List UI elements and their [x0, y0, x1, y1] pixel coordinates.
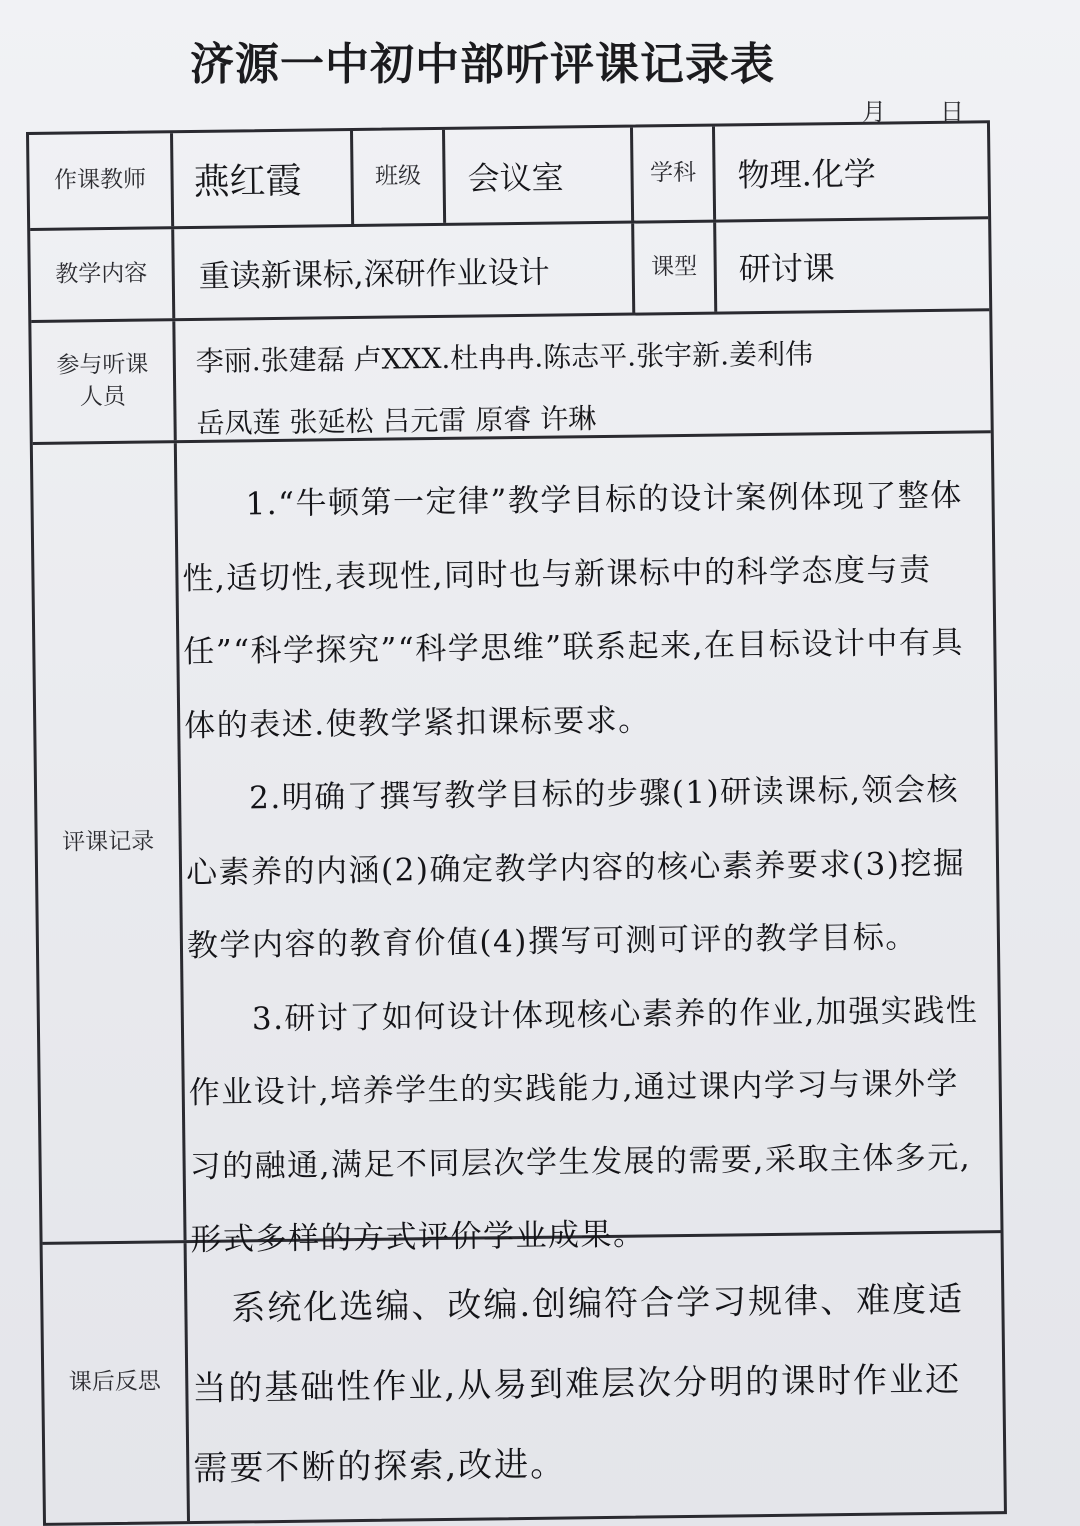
- evaluation-paragraph: 3.研讨了如何设计体现核心素养的作业,加强实践性作业设计,培养学生的实践能力,通过课内学习与课外学习的融通,满足不同层次学生发展的需要,采取主体多元,形式多样的方式评价学业成果。: [188, 991, 979, 1259]
- type-value: 研讨课: [738, 248, 835, 288]
- content-label: 教学内容: [30, 229, 175, 320]
- class-value: 会议室: [445, 128, 634, 223]
- evaluation-paragraph: 1.“牛顿第一定律”教学目标的设计案例体现了整体性,适切性,表现性,同时也与新课标中的科学态度与责任”“科学探究”“科学思维”联系起来,在目标设计中有具体的表述.使教学紧扣课标要求。: [182, 477, 965, 744]
- reflection-label: 课后反思: [43, 1243, 190, 1523]
- evaluation-label: 评课记录: [33, 443, 187, 1242]
- teacher-value: 燕红霞: [173, 131, 354, 226]
- participants-line: 李丽.张建磊 卢XXX.杜冉冉.陈志平.张宇新.姜利伟: [195, 337, 814, 378]
- evaluation-value: [177, 433, 1001, 1259]
- reflection-value: [187, 1233, 1004, 1521]
- evaluation-text: [181, 459, 991, 1277]
- teacher-label: 作课教师: [29, 133, 174, 228]
- subject-value: 物理.化学: [737, 154, 876, 194]
- reflection-text: 系统化选编、改编.创编符合学习规律、难度适当的基础性作业,从易到难层次分明的课时作业还需要不断的探索,改进。: [192, 1279, 965, 1490]
- evaluation-paragraph: 2.明确了撰写教学目标的步骤(1)研读课标,领会核心素养的内涵(2)确定教学内容的核心素养要求(3)挖掘教学内容的教育价值(4)撰写可测可评的教学目标。: [185, 771, 966, 965]
- participants-label: 参与听课人员: [31, 321, 176, 442]
- header-row: [29, 123, 988, 231]
- type-label: 课型: [634, 223, 717, 313]
- content-row: [30, 219, 989, 323]
- reflection-row: [43, 1233, 1004, 1523]
- record-table: [26, 120, 1007, 1526]
- form-title: 济源一中初中部听评课记录表: [190, 39, 775, 90]
- participants-value: [175, 311, 990, 440]
- subject-label: 学科: [633, 127, 716, 221]
- month-label: 月: [862, 98, 886, 126]
- day-label: 日: [940, 98, 964, 126]
- participants-row: [31, 311, 990, 445]
- evaluation-row: [33, 433, 1001, 1259]
- participants-line: 岳凤莲 张延松 吕元雷 原睿 许琳: [196, 402, 597, 440]
- class-label: 班级: [353, 130, 446, 224]
- content-value: 重读新课标,深研作业设计: [174, 224, 635, 319]
